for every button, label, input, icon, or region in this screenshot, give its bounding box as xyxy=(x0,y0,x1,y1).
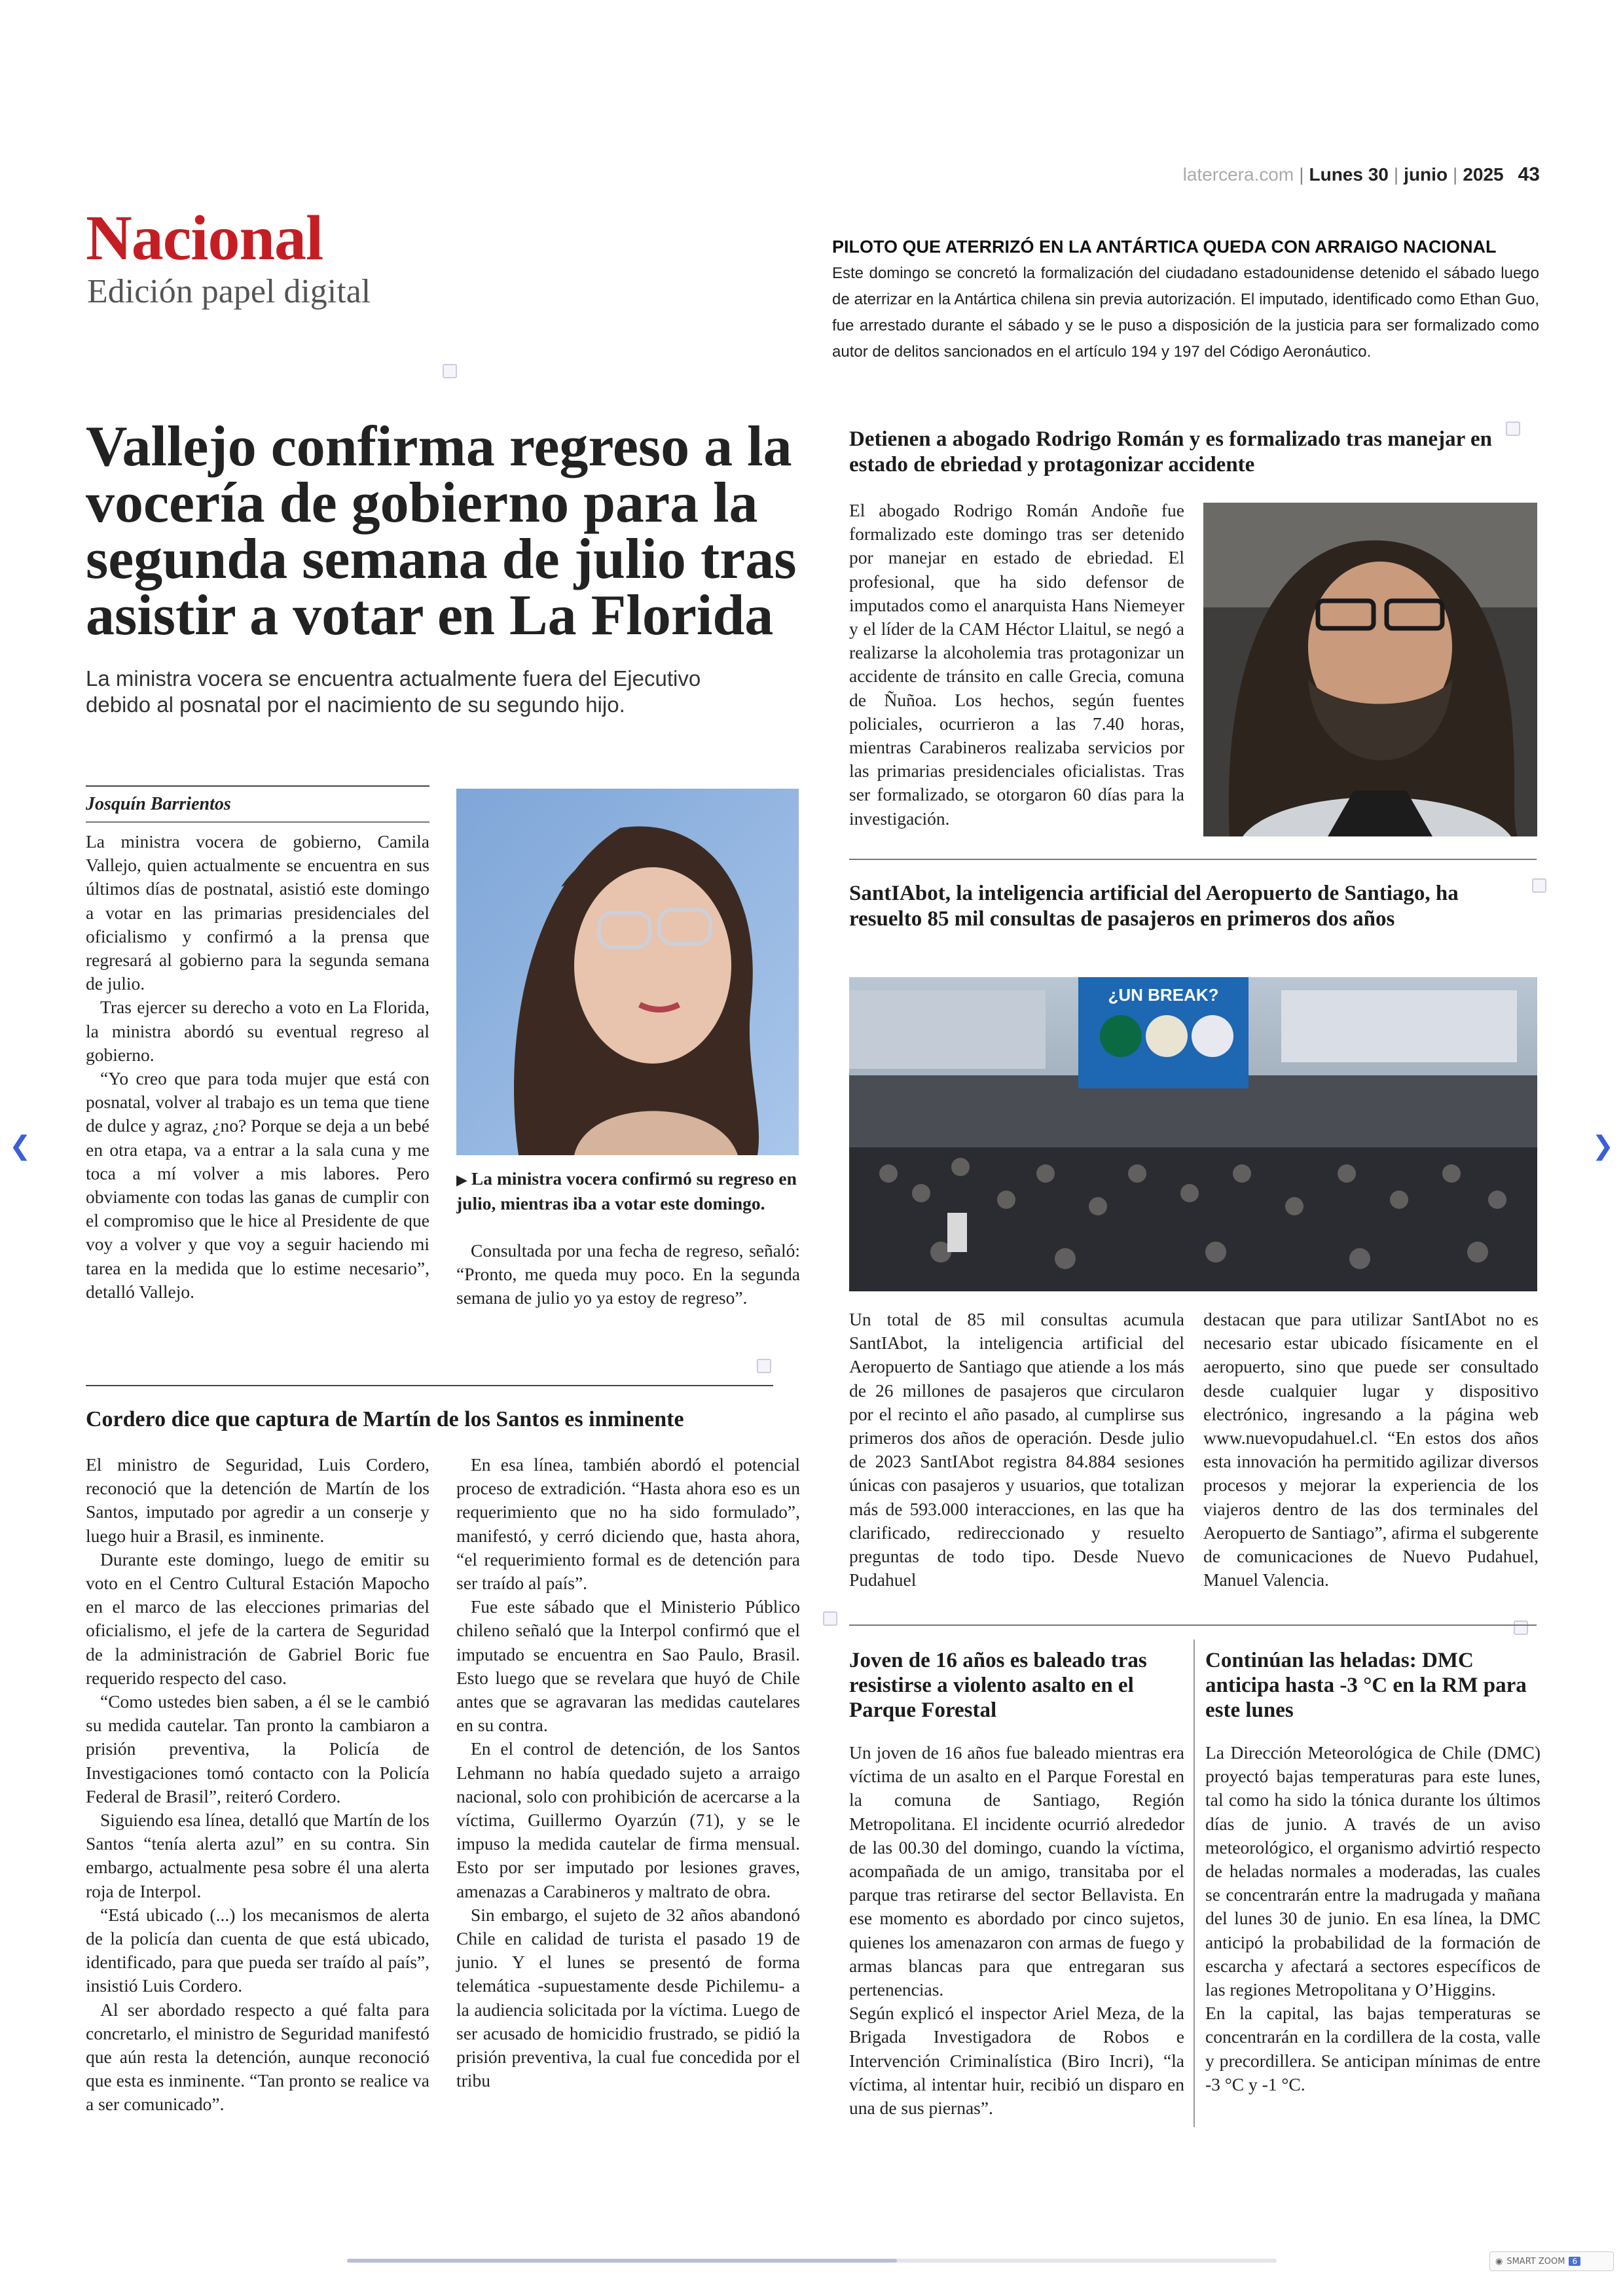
page-scrollbar[interactable] xyxy=(347,2259,1277,2263)
main-col1-para: Tras ejercer su derecho a voto en La Florida, la ministra abordó su eventual regreso al gobierno. xyxy=(86,997,429,1065)
cordero-col1-para: El ministro de Seguridad, Luis Cordero, reconoció que la detención de Martín de los Santos, imputado por agredir a un conserje y luego huir a Brasil, es inminente. xyxy=(86,1454,429,1546)
airport-photo xyxy=(849,977,1537,1291)
folio-month: junio xyxy=(1404,164,1448,185)
joven-para: Según explicó el inspector Ariel Meza, de la Brigada Investigadora de Robos e Intervención Criminalística (Biro Incri), “la víctima, al intentar huir, recibió un disparo en una de sus piernas”. xyxy=(849,2003,1184,2119)
cordero-col1-para: “Como ustedes bien saben, a él se le cambió su medida cautelar. Tan pronto la cambiaron a prisión preventiva, la Policía de Investigaciones tomó contacto con la Policía Federal de Brasil”, reiteró Cordero. xyxy=(86,1691,429,1806)
roman-photo xyxy=(1203,503,1537,836)
main-col-1 xyxy=(86,830,429,1304)
joven-para: Un joven de 16 años fue baleado mientras era víctima de un asalto en el Parque Forestal en la comuna de Santiago, Región Metropolitana. El incidente ocurrió alrededor de las 00.30 del domingo, cuando la víctima, acompañada de un amigo, transitaba por el parque tras retirarse del sector Bellavista. En ese momento es abordado por cinco sujetos, quienes los amenazaron con armas de fuego y armas blancas para que entregaran sus pertenencias. xyxy=(849,1742,1184,2000)
note-marker-icon[interactable] xyxy=(823,1611,837,1626)
roman-body xyxy=(849,499,1184,831)
site-name: latercera.com xyxy=(1182,164,1294,185)
cordero-col2-para: Fue este sábado que el Ministerio Público chileno señaló que la Interpol confirmó que el imputado se encuentra en Sao Paulo, Brasil. Esto luego que se revelara que huyó de Chile antes que se agravaran las medidas cautelares en su contra. xyxy=(456,1596,800,1736)
cordero-col1-para: Siguiendo esa línea, detalló que Martín de los Santos “tenía alerta azul” en su contra. Sin embargo, actualmente pesa sobre él una alerta roja de Interpol. xyxy=(86,1810,429,1901)
brief-body: Este domingo se concretó la formalización del ciudadano estadounidense detenido el sábado luego de aterrizar en la Antártica chilena sin previa autorización. El imputado, identificado como Ethan Guo, fue arrestado durante el sábado y se le puso a disposición de la justicia para ser formalizado como autor de delitos sancionados en el artículo 194 y 197 del Código Aeronáutico. xyxy=(832,264,1539,361)
note-marker-icon[interactable] xyxy=(1514,1621,1528,1635)
cordero-col-1 xyxy=(86,1453,429,2117)
edition-label: Edición papel digital xyxy=(87,273,371,310)
byline-rule-bottom xyxy=(86,821,429,823)
vallejo-photo xyxy=(456,789,799,1155)
santiabot-headline: SantIAbot, la inteligencia artificial del Aeropuerto de Santiago, ha resuelto 85 mil consultas de pasajeros en primeros dos años xyxy=(849,882,1459,931)
joven-body xyxy=(849,1741,1184,2120)
main-col1-para: La ministra vocera de gobierno, Camila Vallejo, quien actualmente se encuentra en sus últimos días de postnatal, asistió este domingo a votar en las primarias presidenciales del oficialismo y confirmó a la prensa que regresará al gobierno para la segunda semana de julio. xyxy=(86,831,429,994)
main-col2-para: Consultada por una fecha de regreso, señaló: “Pronto, me queda muy poco. En la segunda semana de julio yo ya estoy de regreso”. xyxy=(456,1240,800,1308)
heladas-body xyxy=(1205,1741,1541,2096)
cordero-col1-para: Durante este domingo, luego de emitir su voto en el Centro Cultural Estación Mapocho en el marco de las elecciones primarias del oficialismo, el jefe de la cartera de Seguridad de la administración de Gabriel Boric fue requerido respecto del caso. xyxy=(86,1549,429,1688)
cordero-col1-para: “Está ubicado (...) los mecanismos de alerta de la policía dan cuenta de que está ubicado, identificado, para que pueda ser traído al país”, insistió Luis Cordero. xyxy=(86,1904,429,1996)
byline: Josquín Barrientos xyxy=(86,794,231,814)
cordero-col-2 xyxy=(456,1453,800,2092)
roman-headline: Detienen a abogado Rodrigo Román y es formalizado tras manejar en estado de ebriedad y protagonizar accidente xyxy=(849,427,1492,476)
page-folio: latercera.com | Lunes 30 | junio | 2025 43 xyxy=(1182,164,1540,185)
cordero-col2-para: En esa línea, también abordó el potencial proceso de extradición. “Hasta ahora eso es un requerimiento que no ha sido formulado”, manifestó, y cerró diciendo que, hasta ahora, “el requerimiento formal es de detención para ser traído al país”. xyxy=(456,1454,800,1594)
brief-headline: PILOTO QUE ATERRIZÓ EN LA ANTÁRTICA QUEDA CON ARRAIGO NACIONAL xyxy=(832,237,1497,257)
column-divider xyxy=(1194,1640,1195,2127)
cordero-col2-para: En el control de detención, de los Santos Lehmann no había quedado sujeto a arraigo nacional, solo con prohibición de acercarse a la víctima, Guillermo Oyarzún (71), y se le impuso la medida cautelar de firma mensual. Esto por ser imputado por lesiones graves, amenazas a Carabineros y maltrato de obra. xyxy=(456,1738,800,1901)
prev-page-arrow-icon[interactable]: ❮ xyxy=(9,1131,31,1161)
scrollbar-thumb[interactable] xyxy=(347,2259,897,2263)
note-marker-icon[interactable] xyxy=(1506,422,1520,436)
folio-year: 2025 xyxy=(1463,164,1504,185)
santiabot-col-2 xyxy=(1203,1308,1539,1592)
cordero-col1-para: Al ser abordado respecto a qué falta para concretarlo, el ministro de Seguridad manifestó que aún resta la detención, aunque reconoció que esta es inminente. “Tan pronto se realice va a ser comunicado”. xyxy=(86,1999,429,2115)
zoom-count-badge: 6 xyxy=(1569,2257,1580,2266)
note-marker-icon[interactable] xyxy=(1532,878,1546,893)
next-page-arrow-icon[interactable]: ❯ xyxy=(1592,1131,1614,1161)
page-number: 43 xyxy=(1518,164,1540,185)
byline-rule-top xyxy=(86,785,429,787)
santiabot-col-1 xyxy=(849,1308,1184,1592)
caption-triangle-icon: ▶ xyxy=(456,1172,467,1188)
smart-zoom-button[interactable] xyxy=(1489,2251,1614,2271)
cordero-rule xyxy=(86,1385,773,1386)
heladas-para: La Dirección Meteorológica de Chile (DMC) proyectó bajas temperaturas para este lunes, tal como ha sido la tónica durante los últimos días de junio. A través de un aviso meteorológico, el organismo advirtió respecto de heladas normales a moderadas, las cuales se concentrarán entre la madrugada y mañana del lunes 30 de junio. En esa línea, la DMC anticipó la probabilidad de la formación de escarcha y afectará a sectores específicos de las regiones Metropolitana y O’Higgins. xyxy=(1205,1742,1541,2000)
santiabot-para: Un total de 85 mil consultas acumula SantIAbot, la inteligencia artificial del Aeropuerto de Santiago que atiende a los más de 26 millones de pasajeros que circularon por el recinto el año pasado, al cumplirse sus primeros dos años de operación. Desde julio de 2023 SantIAbot registra 84.884 sesiones únicas con pasajeros y usuarios, que totalizan más de 593.000 interacciones, en las que ha clarificado, redireccionado y resuelto preguntas de todo tipo. Desde Nuevo Pudahuel xyxy=(849,1309,1184,1590)
cordero-headline: Cordero dice que captura de Martín de los Santos es inminente xyxy=(86,1407,684,1431)
joven-headline: Joven de 16 años es baleado tras resistirse a violento asalto en el Parque Forestal xyxy=(849,1649,1147,1722)
heladas-headline: Continúan las heladas: DMC anticipa hasta -3 °C en la RM para este lunes xyxy=(1205,1649,1527,1722)
cordero-col2-para: Sin embargo, el sujeto de 32 años abandonó Chile en calidad de turista el pasado 19 de junio. Y el lunes se presentó de forma telemática -supuestamente desde Pichilemu- a la audiencia solicitada por la víctima. Luego de ser acusado de homicidio frustrado, se pidió la prisión preventiva, la cual fue concedida por el tribu xyxy=(456,1904,800,2091)
main-col-2 xyxy=(456,1239,800,1310)
caption-text: La ministra vocera confirmó su regreso en julio, mientras iba a votar este domingo. xyxy=(456,1168,797,1213)
roman-para: El abogado Rodrigo Román Andoñe fue formalizado este domingo tras ser detenido por manejar en estado de ebriedad. El profesional, que ha sido defensor de imputados como el anarquista Hans Niemeyer y el líder de la CAM Héctor Llaitul, se negó a realizarse la alcoholemia tras protagonizar un accidente de tránsito en calle Grecia, comuna de Ñuñoa. Los hechos, según fuentes policiales, ocurrieron a las 7.40 horas, mientras Carabineros realizaba servicios por las primarias presidenciales oficialistas. Tras ser formalizado, se otorgaron 60 días para la investigación. xyxy=(849,500,1184,829)
bottom-stories-rule xyxy=(849,1624,1537,1626)
eye-icon: ◉ xyxy=(1495,2256,1503,2267)
vallejo-caption xyxy=(456,1167,800,1215)
section-title: Nacional xyxy=(86,203,323,274)
main-col1-para: “Yo creo que para toda mujer que está con posnatal, volver al trabajo es un tema que tiene de dulce y agraz, ¿no? Porque se deja a un bebé en otra etapa, va a entrar a la sala cuna y me toca a mí volver a mis labores. Pero obviamente con todas las ganas de cumplir con el compromiso que le hice al Presidente de que voy a volver y que voy a seguir haciendo mi tarea en la medida que lo estime necesario”, detalló Vallejo. xyxy=(86,1068,429,1302)
note-marker-icon[interactable] xyxy=(443,364,457,378)
airport-sign-text: ¿UN BREAK? xyxy=(1108,985,1219,1005)
heladas-para: En la capital, las bajas temperaturas se concentrarán en la cordillera de la costa, valle y precordillera. Se anticipan mínimas de entre -3 °C y -1 °C. xyxy=(1205,2003,1541,2094)
note-marker-icon[interactable] xyxy=(757,1359,771,1373)
main-deck: La ministra vocera se encuentra actualmente fuera del Ejecutivo debido al posnatal por el nacimiento de su segundo hijo. xyxy=(86,666,701,717)
santiabot-para: destacan que para utilizar SantIAbot no es necesario estar ubicado físicamente en el aeropuerto, sino que puede ser consultado desde cualquier lugar y dispositivo electrónico, ingresando a la página web www.nuevopudahuel.cl. “En estos dos años esta innovación ha permitido agilizar diversos procesos y mejorar la experiencia de los viajeros dentro de las dos terminales del Aeropuerto de Santiago”, afirma el subgerente de comunicaciones de Nuevo Pudahuel, Manuel Valencia. xyxy=(1203,1309,1539,1590)
main-headline: Vallejo confirma regreso a la vocería de gobierno para la segunda semana de julio tras asistir a votar en La Florida xyxy=(86,415,797,647)
santiabot-rule xyxy=(849,859,1537,860)
smart-zoom-label: SMART ZOOM xyxy=(1506,2256,1565,2267)
folio-day: Lunes 30 xyxy=(1309,164,1389,185)
